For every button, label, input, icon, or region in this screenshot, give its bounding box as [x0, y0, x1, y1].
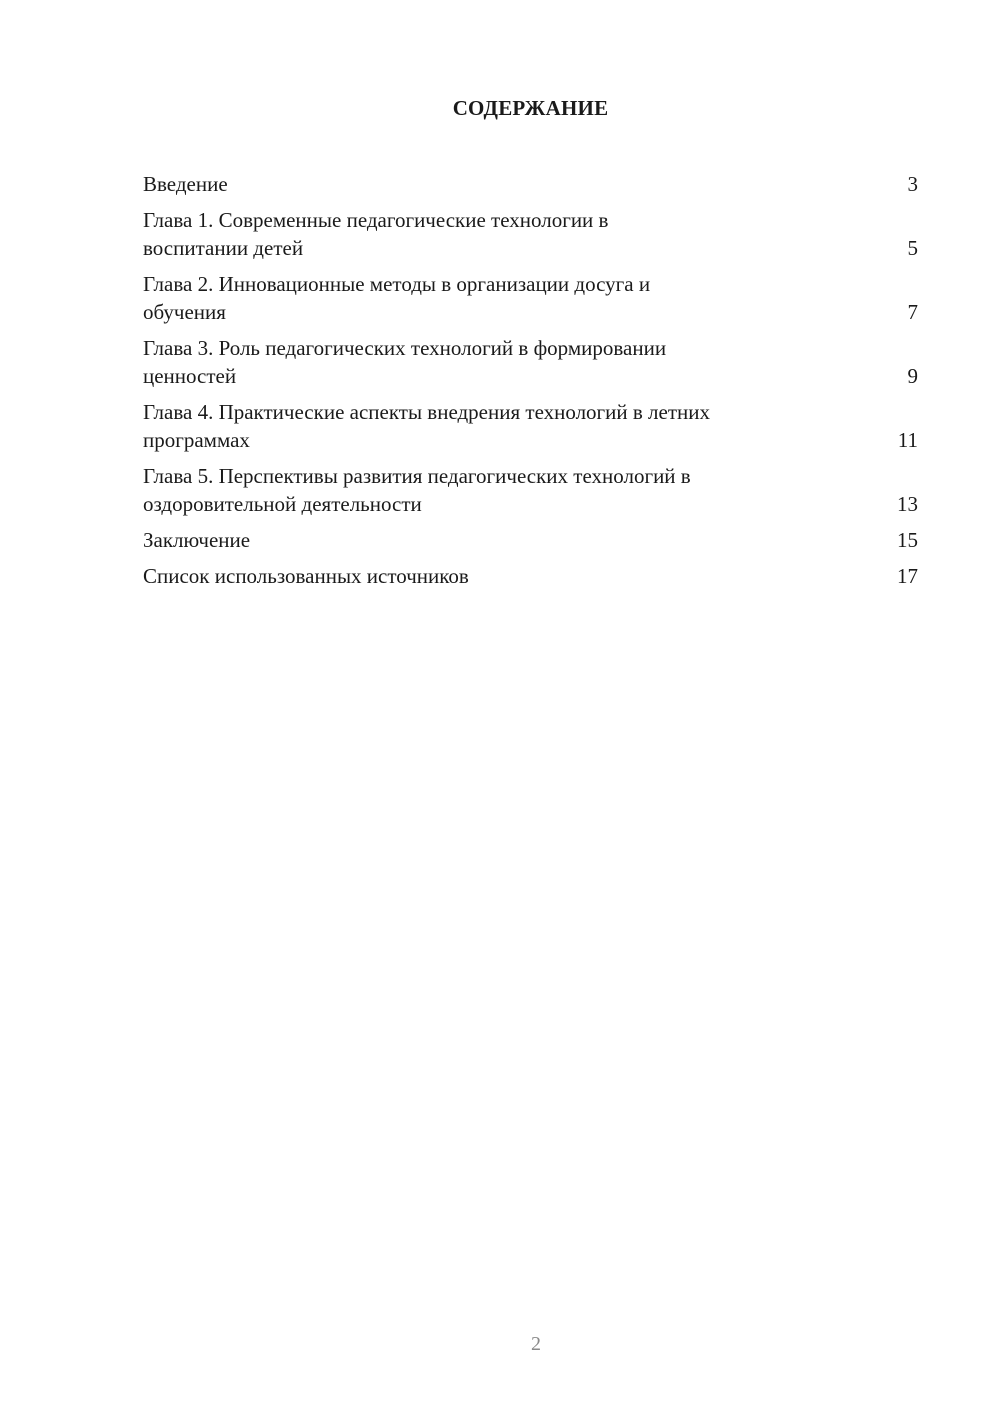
toc-entry-title-line: Заключение — [143, 528, 251, 552]
toc-entry-page: 17 — [897, 564, 918, 588]
toc-entry-title-line: Глава 4. Практические аспекты внедрения технологий в летних — [143, 400, 711, 424]
toc-entry-title-line: Глава 5. Перспективы развития педагогических технологий в — [143, 464, 691, 488]
toc-entry-page: 13 — [897, 492, 918, 516]
toc-entry-title-line: Глава 3. Роль педагогических технологий в формировании — [143, 336, 667, 360]
toc-entry-page: 5 — [907, 236, 918, 260]
toc-entry-title — [143, 206, 833, 262]
toc-entry-chapter-4 — [143, 398, 918, 454]
table-of-contents — [143, 170, 918, 598]
toc-entry-title — [143, 270, 833, 326]
toc-entry-page: 11 — [897, 428, 918, 452]
toc-entry-page: 3 — [907, 172, 918, 196]
toc-entry-chapter-3 — [143, 334, 918, 390]
toc-entry-title-line: Список использованных источников — [143, 564, 469, 588]
toc-entry-title — [143, 526, 833, 554]
toc-entry-title — [143, 170, 833, 198]
toc-entry-page: 9 — [907, 364, 918, 388]
toc-entry-chapter-1 — [143, 206, 918, 262]
toc-entry-title-line: Глава 1. Современные педагогические технологии в — [143, 208, 609, 232]
toc-entry-title-line: Введение — [143, 172, 228, 196]
toc-entry-page: 7 — [907, 300, 918, 324]
toc-entry-title — [143, 562, 833, 590]
toc-entry-title-line: оздоровительной деятельности — [143, 492, 422, 516]
toc-entry-title — [143, 398, 833, 454]
toc-entry-title-line: воспитании детей — [143, 236, 304, 260]
toc-entry-chapter-5 — [143, 462, 918, 518]
toc-entry-references — [143, 562, 918, 590]
toc-entry-title-line: Глава 2. Инновационные методы в организации досуга и — [143, 272, 651, 296]
toc-entry-title — [143, 334, 833, 390]
toc-heading: СОДЕРЖАНИЕ — [452, 96, 609, 120]
toc-entry-chapter-2 — [143, 270, 918, 326]
toc-entry-title-line: ценностей — [143, 364, 237, 388]
page-number: 2 — [531, 1333, 541, 1355]
toc-entry-title-line: обучения — [143, 300, 226, 324]
toc-entry-title-line: программах — [143, 428, 250, 452]
toc-entry-title — [143, 462, 833, 518]
toc-entry-conclusion — [143, 526, 918, 554]
toc-entry-introduction — [143, 170, 918, 198]
toc-entry-page: 15 — [897, 528, 918, 552]
